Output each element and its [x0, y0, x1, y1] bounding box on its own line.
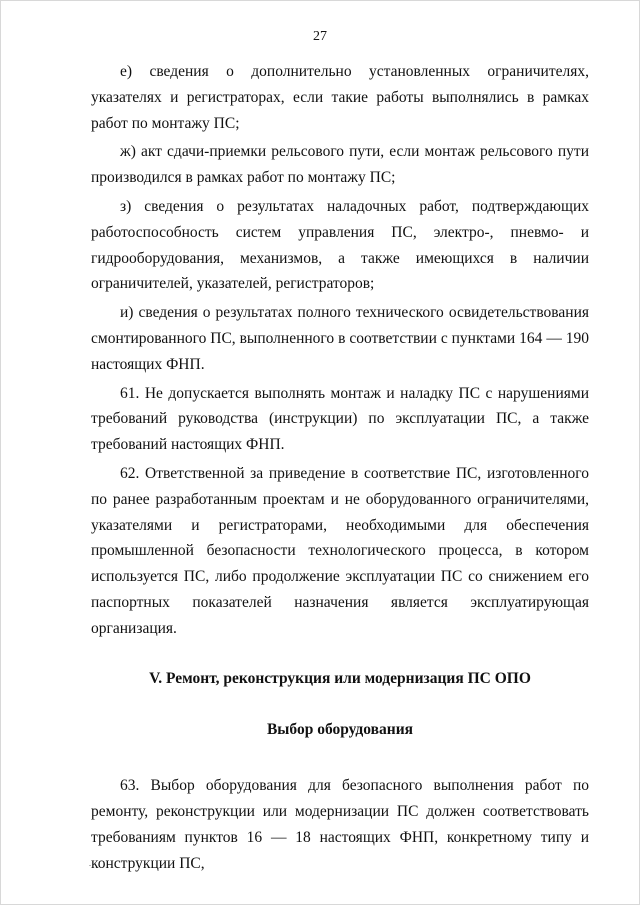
paragraph-63: 63. Выбор оборудования для безопасного выполнения работ по ремонту, реконструкции или модернизации ПС должен соответствовать требованиям пунктов 16 — 18 настоящих ФНП, конкретному типу и конструкции ПС,: [91, 777, 589, 872]
page-number: 27: [313, 29, 327, 44]
paragraph-i: и) сведения о результатах полного технического освидетельствования смонтированного ПС, выполненного в соответствии с пунктами 164 — 190 настоящих ФНП.: [91, 304, 589, 373]
paragraph-z: з) сведения о результатах наладочных работ, подтверждающих работоспособность систем управления ПС, электро-, пневмо- и гидрооборудования, механизмов, а также имеющихся в наличии ограничителей, указателей, регистраторов;: [91, 197, 589, 293]
document-body: [91, 59, 589, 876]
section-heading: V. Ремонт, реконструкция или модернизация ПС ОПО: [149, 669, 531, 687]
subsection-heading: Выбор оборудования: [266, 721, 414, 739]
scan-artifact: [89, 865, 91, 866]
paragraph-62: 62. Ответственной за приведение в соответствие ПС, изготовленного по ранее разработанным проектам и не оборудованного ограничителями, указателями и регистраторами, необходимыми для обеспечения промышленной безопасности технологического процесса, в котором используется ПС, либо продолжение эксплуатации ПС со снижением его паспортных показателей назначения является эксплуатирующая организация.: [91, 464, 589, 637]
paragraph-61: 61. Не допускается выполнять монтаж и наладку ПС с нарушениями требований руководства (инструкции) по эксплуатации ПС, а также требований настоящих ФНП.: [91, 384, 589, 454]
paragraph-e: е) сведения о дополнительно установленных ограничителях, указателях и регистраторах, если такие работы выполнялись в рамках работ по монтажу ПС;: [91, 63, 589, 132]
paragraph-zh: ж) акт сдачи-приемки рельсового пути, если монтаж рельсового пути производился в рамках работ по монтажу ПС;: [91, 143, 589, 187]
